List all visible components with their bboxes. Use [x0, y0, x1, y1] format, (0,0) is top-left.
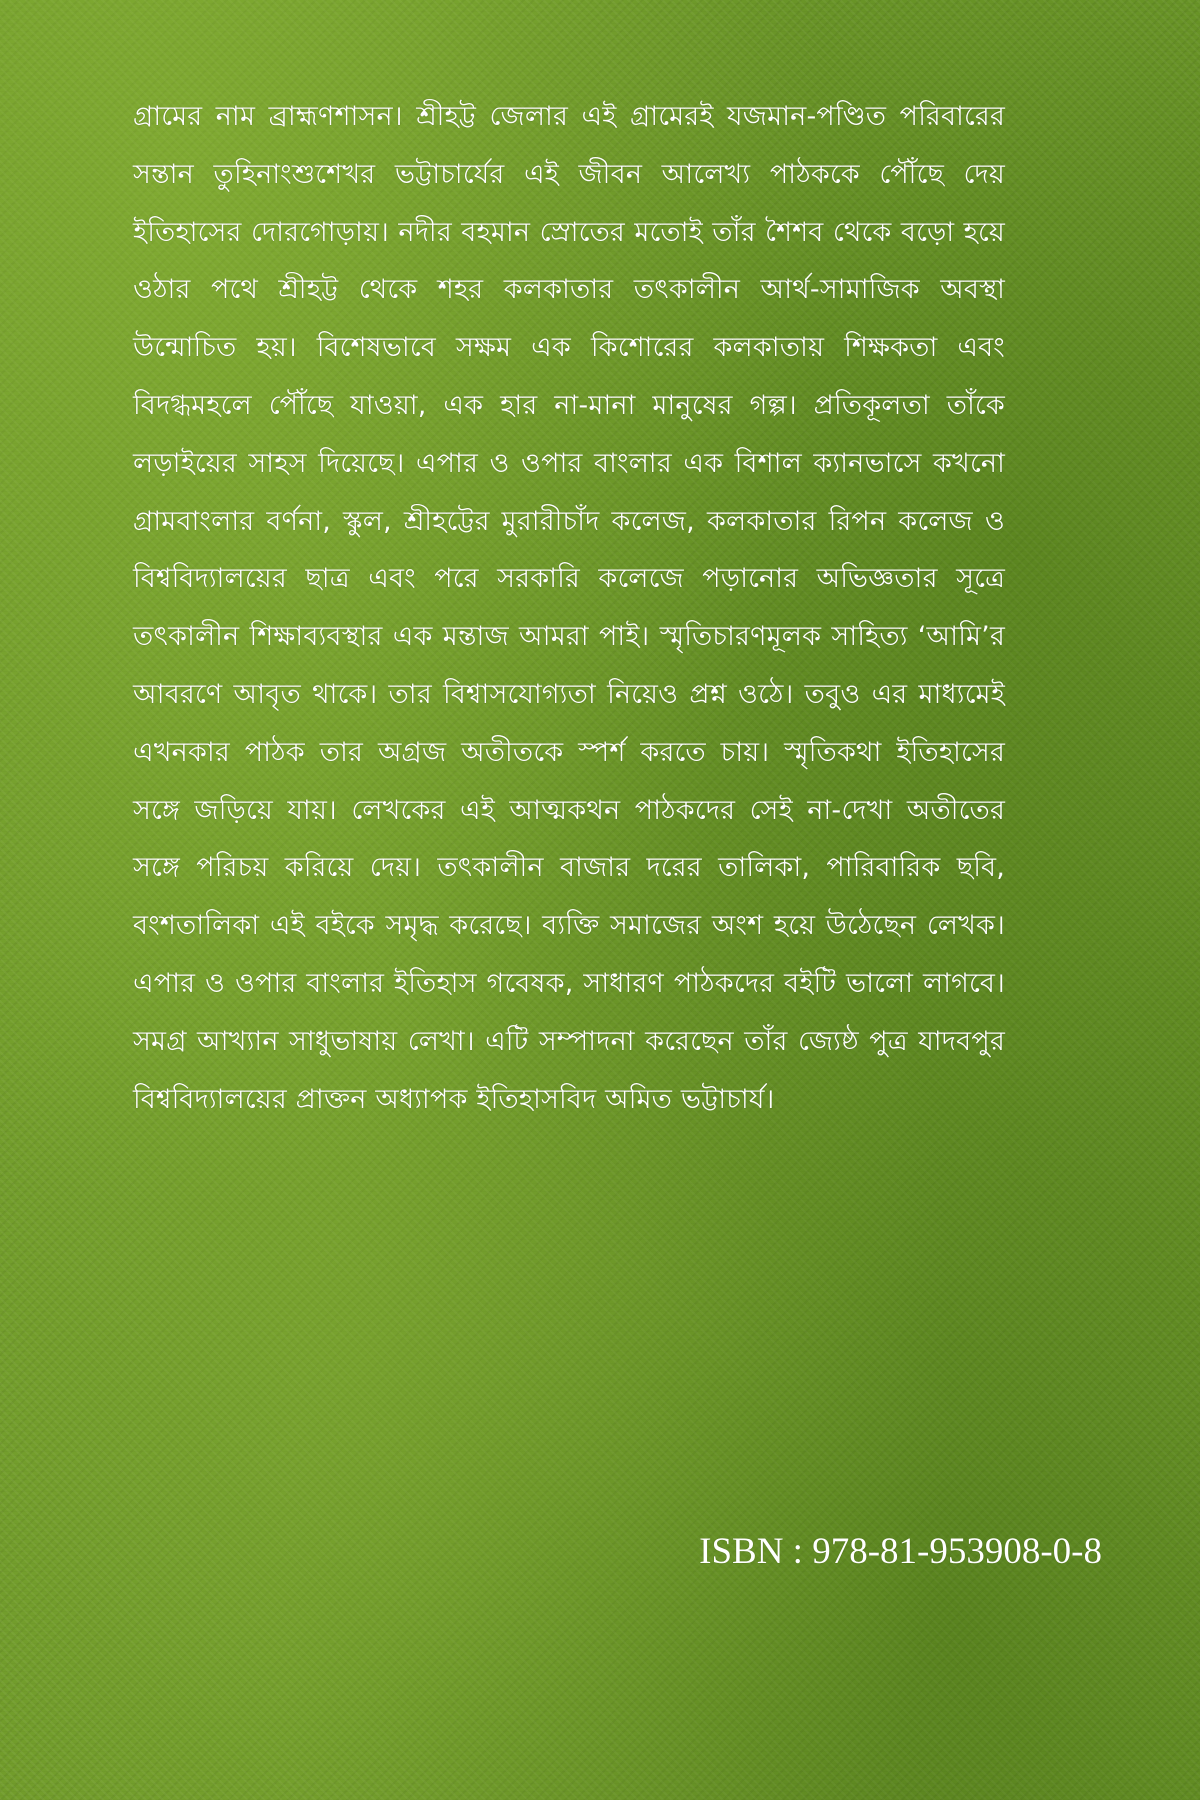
- blurb-paragraph: গ্রামের নাম ব্রাহ্মণশাসন। শ্রীহট্ট জেলার এই গ্রামেরই যজমান-পণ্ডিত পরিবারের সন্তান তুহিনাংশুশেখর ভট্টাচার্যের এই জীবন আলেখ্য পাঠককে পৌঁছে দেয় ইতিহাসের দোরগোড়ায়। নদীর বহমান স্রোতের মতোই তাঁর শৈশব থেকে বড়ো হয়ে ওঠার পথে শ্রীহট্ট থেকে শহর কলকাতার তৎকালীন আর্থ-সামাজিক অবস্থা উন্মোচিত হয়। বিশেষভাবে সক্ষম এক কিশোরের কলকাতায় শিক্ষকতা এবং বিদগ্ধমহলে পৌঁছে যাওয়া, এক হার না-মানা মানুষের গল্প। প্রতিকূলতা তাঁকে লড়াইয়ের সাহস দিয়েছে। এপার ও ওপার বাংলার এক বিশাল ক্যানভাসে কখনো গ্রামবাংলার বর্ণনা, স্কুল, শ্রীহট্টের মুরারীচাঁদ কলেজ, কলকাতার রিপন কলেজ ও বিশ্ববিদ্যালয়ের ছাত্র এবং পরে সরকারি কলেজে পড়ানোর অভিজ্ঞতার সূত্রে তৎকালীন শিক্ষাব্যবস্থার এক মন্তাজ আমরা পাই। স্মৃতিচারণমূলক সাহিত্য ‘আমি’র আবরণে আবৃত থাকে। তার বিশ্বাসযোগ্যতা নিয়েও প্রশ্ন ওঠে। তবুও এর মাধ্যমেই এখনকার পাঠক তার অগ্রজ অতীতকে স্পর্শ করতে চায়। স্মৃতিকথা ইতিহাসের সঙ্গে জড়িয়ে যায়। লেখকের এই আত্মকথন পাঠকদের সেই না-দেখা অতীতের সঙ্গে পরিচয় করিয়ে দেয়। তৎকালীন বাজার দরের তালিকা, পারিবারিক ছবি, বংশতালিকা এই বইকে সমৃদ্ধ করেছে। ব্যক্তি সমাজের অংশ হয়ে উঠেছেন লেখক। এপার ও ওপার বাংলার ইতিহাস গবেষক, সাধারণ পাঠকদের বইটি ভালো লাগবে। সমগ্র আখ্যান সাধুভাষায় লেখা। এটি সম্পাদনা করেছেন তাঁর জ্যেষ্ঠ পুত্র যাদবপুর বিশ্ববিদ্যালয়ের প্রাক্তন অধ্যাপক ইতিহাসবিদ অমিত ভট্টাচার্য।: [133, 101, 1005, 1115]
- isbn-label: ISBN : 978-81-953908-0-8: [699, 1531, 1102, 1572]
